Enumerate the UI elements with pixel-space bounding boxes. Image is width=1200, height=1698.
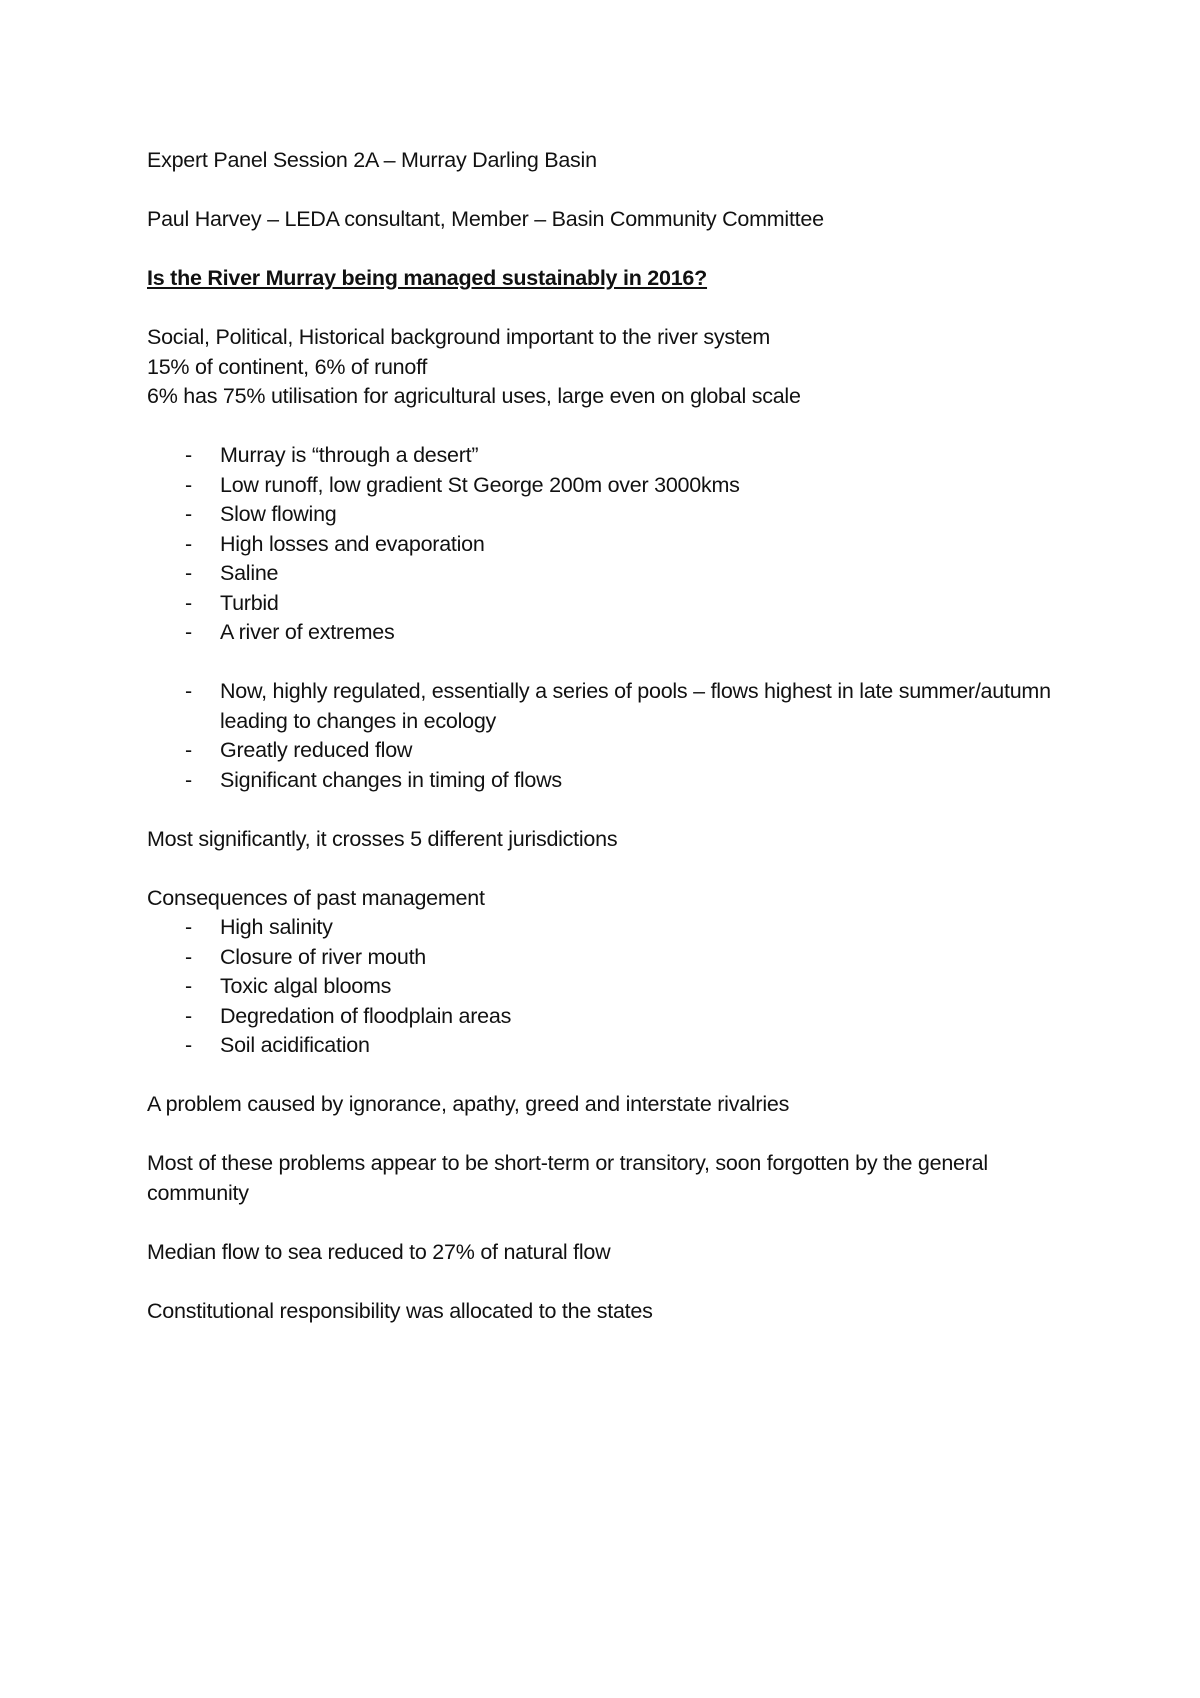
spacer	[147, 1120, 1087, 1150]
dash-bullet: -	[185, 443, 192, 467]
transitory-paragraph: Most of these problems appear to be short-term or transitory, soon forgotten by the general community	[147, 1151, 988, 1205]
list-item	[147, 972, 1087, 1002]
spacer	[147, 1267, 1087, 1297]
list-item-text: Saline	[220, 561, 279, 585]
list-item-text: Murray is “through a desert”	[220, 443, 479, 467]
spacer	[147, 854, 1087, 884]
list-item-text: Now, highly regulated, essentially a series of pools – flows highest in late summer/autumn leading to changes in ecology	[220, 679, 1051, 733]
list-item-text: High losses and evaporation	[220, 531, 485, 556]
dash-bullet: -	[185, 1003, 192, 1028]
constitutional-line: Constitutional responsibility was allocated to the states	[147, 1298, 653, 1323]
list-item	[147, 736, 1087, 766]
changes-list	[147, 677, 1087, 795]
intro-line: 6% has 75% utilisation for agricultural uses, large even on global scale	[147, 384, 801, 408]
list-item-text: High salinity	[220, 915, 333, 939]
spacer	[147, 1208, 1087, 1238]
dash-bullet: -	[185, 561, 192, 585]
list-item	[147, 500, 1087, 530]
spacer	[147, 294, 1087, 324]
cause-line: A problem caused by ignorance, apathy, greed and interstate rivalries	[147, 1092, 790, 1116]
speaker-line: Paul Harvey – LEDA consultant, Member – Basin Community Committee	[147, 207, 824, 231]
list-item-text: Low runoff, low gradient St George 200m over 3000kms	[220, 472, 740, 497]
dash-bullet: -	[185, 531, 192, 556]
list-item	[147, 589, 1087, 619]
list-item-text: A river of extremes	[220, 620, 395, 644]
dash-bullet: -	[185, 767, 192, 792]
list-item-text: Slow flowing	[220, 502, 337, 526]
list-item-text: Degredation of floodplain areas	[220, 1003, 512, 1028]
list-item	[147, 441, 1087, 471]
session-title: Expert Panel Session 2A – Murray Darling Basin	[147, 148, 597, 172]
spacer	[147, 412, 1087, 442]
list-item	[147, 559, 1087, 589]
consequences-list	[147, 913, 1087, 1061]
dash-bullet: -	[185, 974, 192, 998]
dash-bullet: -	[185, 620, 192, 644]
spacer	[147, 235, 1087, 265]
list-item	[147, 943, 1087, 973]
list-item-text: Greatly reduced flow	[220, 738, 413, 762]
question-heading: Is the River Murray being managed sustainably in 2016?	[147, 266, 708, 290]
dash-bullet: -	[185, 915, 192, 939]
dash-bullet: -	[185, 472, 192, 497]
median-flow-line: Median flow to sea reduced to 27% of natural flow	[147, 1239, 611, 1264]
dash-bullet: -	[185, 590, 192, 615]
list-item	[147, 1031, 1087, 1061]
list-item	[147, 618, 1087, 648]
dash-bullet: -	[185, 738, 192, 762]
list-item	[147, 766, 1087, 796]
list-item-text: Turbid	[220, 590, 279, 615]
spacer	[147, 176, 1087, 206]
list-item-text: Toxic algal blooms	[220, 974, 392, 998]
dash-bullet: -	[185, 679, 192, 703]
list-item-text: Soil acidification	[220, 1033, 370, 1057]
intro-line: 15% of continent, 6% of runoff	[147, 354, 428, 379]
list-item	[147, 471, 1087, 501]
list-item-text: Closure of river mouth	[220, 944, 426, 969]
consequences-heading: Consequences of past management	[147, 885, 485, 910]
document-body	[147, 146, 1087, 1326]
spacer	[147, 795, 1087, 825]
list-item	[147, 913, 1087, 943]
spacer	[147, 1061, 1087, 1091]
jurisdictions-line: Most significantly, it crosses 5 different jurisdictions	[147, 826, 618, 851]
dash-bullet: -	[185, 1033, 192, 1057]
spacer	[147, 648, 1087, 678]
list-item-text: Significant changes in timing of flows	[220, 767, 562, 792]
list-item	[147, 530, 1087, 560]
intro-line: Social, Political, Historical background important to the river system	[147, 325, 770, 349]
dash-bullet: -	[185, 502, 192, 526]
dash-bullet: -	[185, 944, 192, 969]
list-item	[147, 1002, 1087, 1032]
features-list	[147, 441, 1087, 648]
list-item	[147, 677, 1087, 736]
